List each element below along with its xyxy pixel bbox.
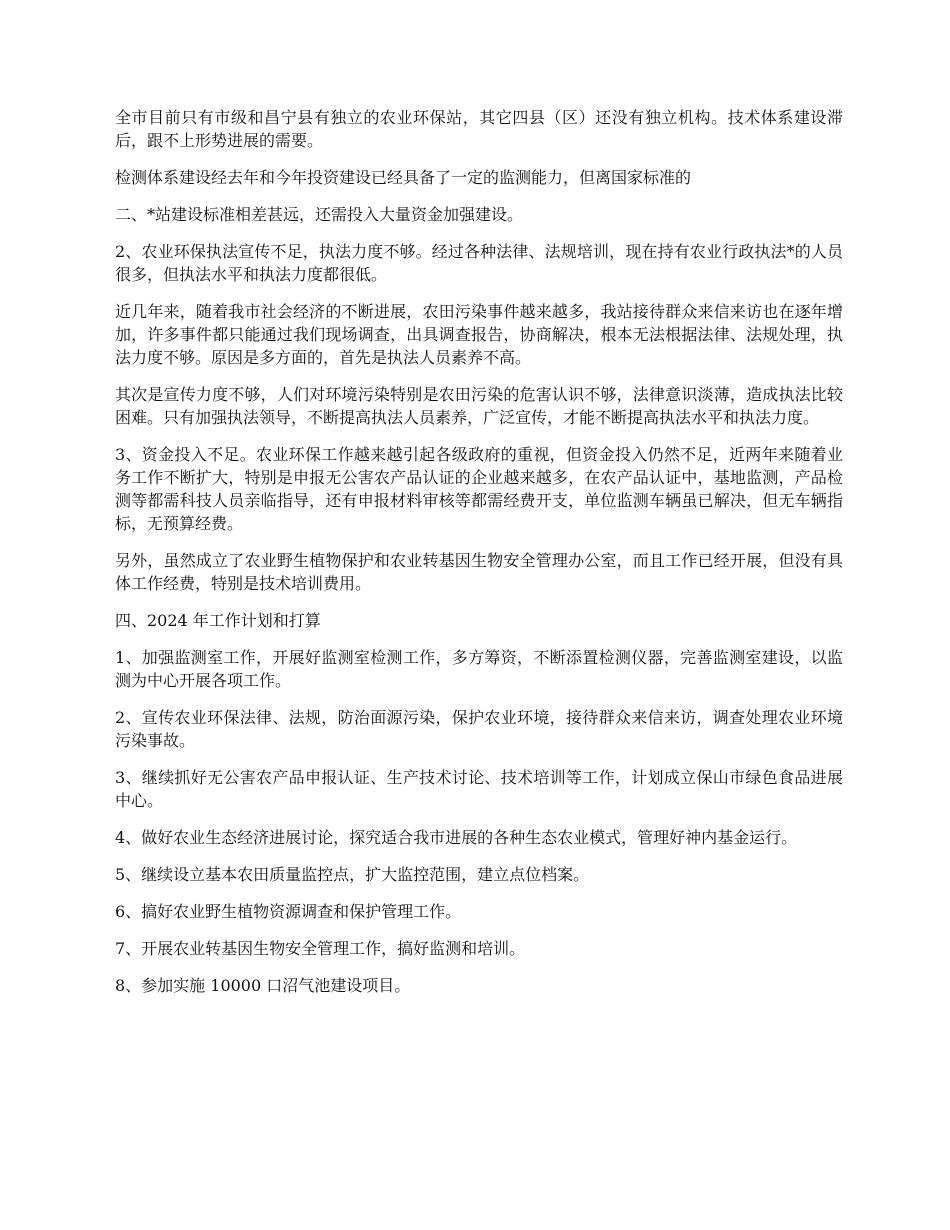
plan-item-2: 2、宣传农业环保法律、法规，防治面源污染，保护农业环境，接待群众来信来访，调查处理农业环境污染事故。 — [115, 708, 843, 750]
plan-item-4: 4、做好农业生态经济进展讨论，探究适合我市进展的各种生态农业模式，管理好神内基金运行。 — [115, 828, 798, 847]
plan-item-7: 7、开展农业转基因生物安全管理工作，搞好监测和培训。 — [115, 939, 526, 958]
paragraph-2: 检测体系建设经去年和今年投资建设已经具备了一定的监测能力，但离国家标准的 — [115, 168, 692, 187]
section-heading-plan: 四、2024 年工作计划和打算 — [115, 611, 321, 630]
paragraph-7: 3、资金投入不足。农业环保工作越来越引起各级政府的重视，但资金投入仍然不足，近两年来随着业务工作不断扩大，特别是申报无公害农产品认证的企业越来越多，在农产品认证中，基地监测，产品检测等都需科技人员亲临指导，还有申报材料审核等都需经费开支，单位监测车辆虽已解决，但无车辆指标，无预算经费。 — [115, 445, 843, 533]
paragraph-4: 2、农业环保执法宣传不足，执法力度不够。经过各种法律、法规培训，现在持有农业行政执法*的人员很多，但执法水平和执法力度都很低。 — [115, 242, 843, 284]
paragraph-5: 近几年来，随着我市社会经济的不断进展，农田污染事件越来越多，我站接待群众来信来访也在逐年增加，许多事件都只能通过我们现场调查，出具调查报告，协商解决，根本无法根据法律、法规处理，执法力度不够。原因是多方面的，首先是执法人员素养不高。 — [115, 302, 843, 367]
plan-item-8: 8、参加实施 10000 口沼气池建设项目。 — [115, 976, 411, 995]
paragraph-8: 另外，虽然成立了农业野生植物保护和农业转基因生物安全管理办公室，而且工作已经开展，但没有具体工作经费，特别是技术培训费用。 — [115, 551, 843, 593]
paragraph-6: 其次是宣传力度不够，人们对环境污染特别是农田污染的危害认识不够，法律意识淡薄，造成执法比较困难。只有加强执法领导，不断提高执法人员素养，广泛宣传，才能不断提高执法水平和执法力度。 — [115, 385, 843, 427]
plan-item-6: 6、搞好农业野生植物资源调查和保护管理工作。 — [115, 902, 462, 921]
plan-item-5: 5、继续设立基本农田质量监控点，扩大监控范围，建立点位档案。 — [115, 865, 590, 884]
plan-item-1: 1、加强监测室工作，开展好监测室检测工作，多方筹资，不断添置检测仪器，完善监测室建设，以监测为中心开展各项工作。 — [115, 648, 843, 690]
document-body — [115, 106, 843, 1011]
paragraph-3: 二、*站建设标准相差甚远，还需投入大量资金加强建设。 — [115, 205, 524, 224]
paragraph-1: 全市目前只有市级和昌宁县有独立的农业环保站，其它四县（区）还没有独立机构。技术体系建设滞后，跟不上形势进展的需要。 — [115, 108, 843, 150]
plan-item-3: 3、继续抓好无公害农产品申报认证、生产技术讨论、技术培训等工作，计划成立保山市绿色食品进展中心。 — [115, 768, 843, 810]
